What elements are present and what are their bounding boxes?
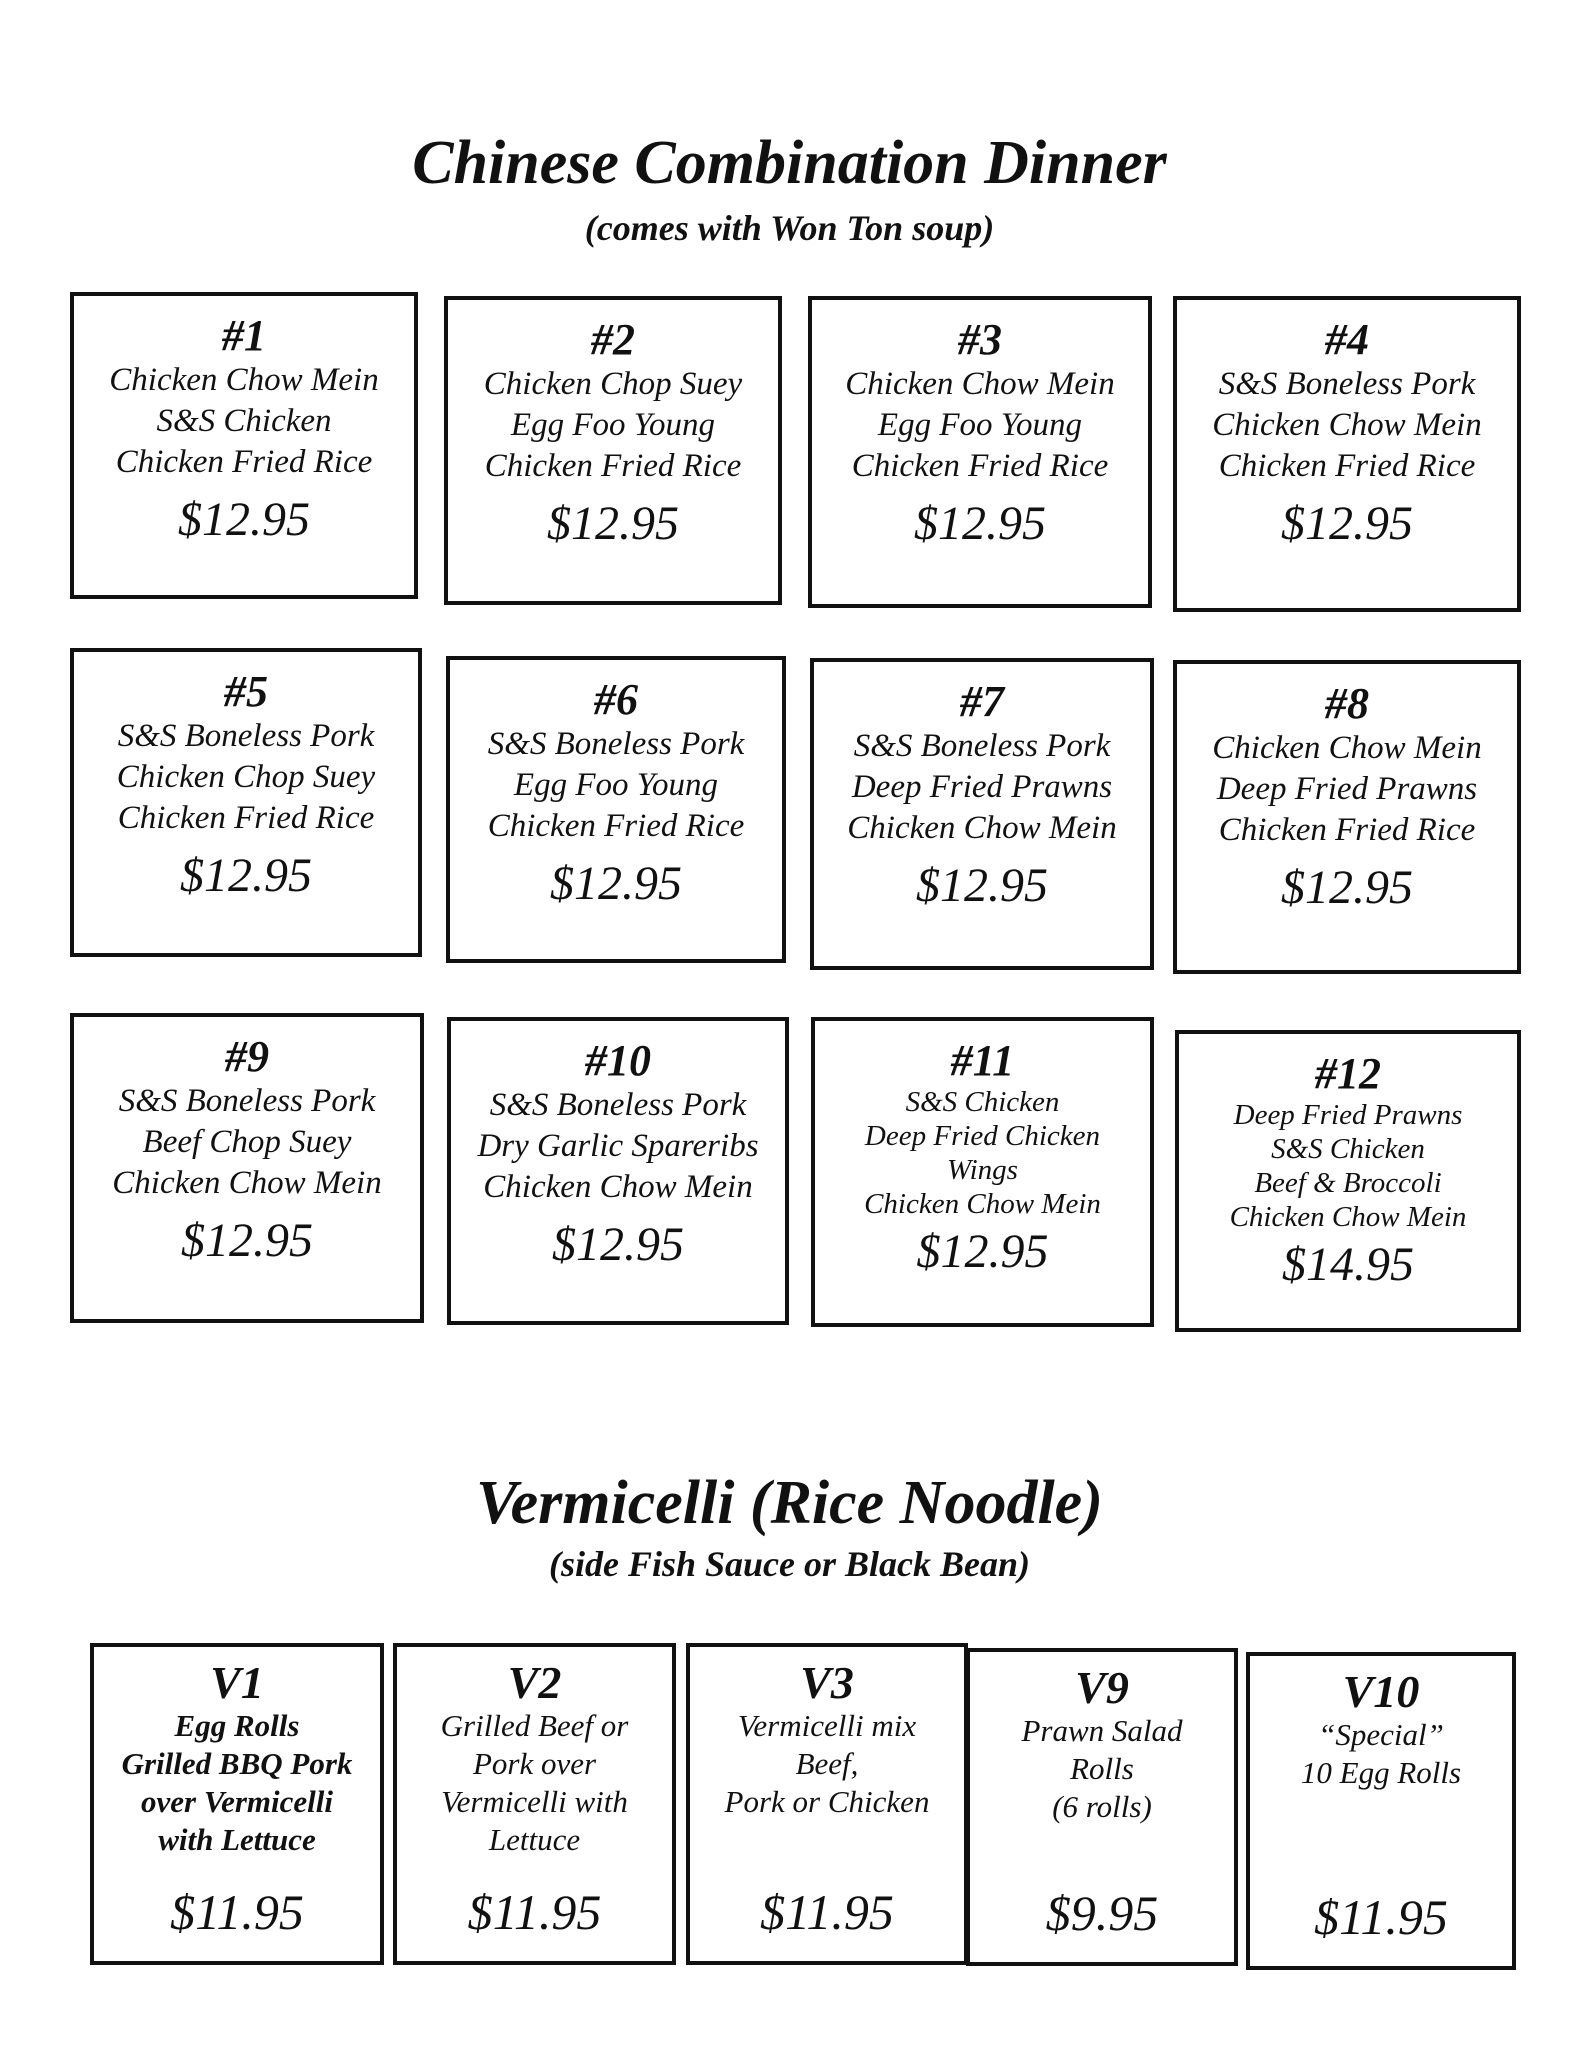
combo-item: Dry Garlic Spareribs xyxy=(477,1128,759,1164)
vermicelli-section-subtitle: (side Fish Sauce or Black Bean) xyxy=(548,1544,1031,1584)
vermicelli-item: Pork or Chicken xyxy=(724,1784,930,1819)
combo-item: Chicken Fried Rice xyxy=(1218,448,1476,484)
combo-card-2 xyxy=(444,296,782,605)
vermicelli-price: $11.95 xyxy=(1314,1889,1448,1945)
combo-number: #1 xyxy=(222,311,266,360)
vermicelli-item: Prawn Salad xyxy=(1021,1713,1183,1748)
vermicelli-number: V3 xyxy=(800,1657,854,1708)
combo-card-8 xyxy=(1173,660,1521,974)
combo-price: $12.95 xyxy=(178,493,310,546)
combo-card-3 xyxy=(808,296,1152,608)
combo-item: Egg Foo Young xyxy=(877,407,1083,443)
combo-price: $12.95 xyxy=(180,849,312,902)
combo-number: #6 xyxy=(594,675,638,724)
combo-item: Deep Fried Prawns xyxy=(851,769,1113,805)
combo-item: Egg Foo Young xyxy=(510,407,716,443)
vermicelli-card-v1 xyxy=(90,1643,384,1965)
combo-item: Chicken Chow Mein xyxy=(1229,1201,1467,1233)
combo-item: Chicken Chow Mein xyxy=(1212,730,1482,766)
combo-number: #8 xyxy=(1325,679,1369,728)
vermicelli-item: Egg Rolls xyxy=(174,1708,300,1743)
combo-item: Chicken Chop Suey xyxy=(116,759,376,795)
combo-card-9 xyxy=(70,1013,424,1323)
combo-card-1 xyxy=(70,292,418,599)
combo-item: Beef Chop Suey xyxy=(142,1124,352,1160)
combo-number: #5 xyxy=(224,667,268,716)
vermicelli-price: $9.95 xyxy=(1045,1885,1159,1941)
vermicelli-item: Grilled Beef or xyxy=(440,1708,629,1743)
combo-item: S&S Boneless Pork xyxy=(117,718,375,754)
combo-item: Deep Fried Chicken xyxy=(864,1120,1101,1152)
vermicelli-item: Beef, xyxy=(795,1746,859,1781)
vermicelli-item: Vermicelli mix xyxy=(737,1708,917,1743)
combo-number: #9 xyxy=(225,1032,269,1081)
vermicelli-item: 10 Egg Rolls xyxy=(1300,1755,1462,1790)
vermicelli-item: Pork over xyxy=(472,1746,597,1781)
vermicelli-item: “Special” xyxy=(1318,1717,1444,1752)
combo-item: Chicken Fried Rice xyxy=(851,448,1109,484)
combo-item: Chicken Chow Mein xyxy=(483,1169,753,1205)
combo-number: #12 xyxy=(1315,1049,1381,1098)
combo-section-title: Chinese Combination Dinner xyxy=(412,129,1167,197)
vermicelli-price: $11.95 xyxy=(760,1884,894,1940)
combo-card-10 xyxy=(447,1017,789,1325)
combo-price: $12.95 xyxy=(181,1214,313,1267)
vermicelli-item: Lettuce xyxy=(488,1822,581,1857)
combo-price: $12.95 xyxy=(914,497,1046,550)
combo-card-4 xyxy=(1173,296,1521,612)
combo-price: $12.95 xyxy=(1281,497,1413,550)
combo-item: Chicken Fried Rice xyxy=(484,448,742,484)
vermicelli-card-v9 xyxy=(966,1648,1238,1966)
combo-item: Chicken Fried Rice xyxy=(1218,812,1476,848)
combo-item: Chicken Chow Mein xyxy=(864,1188,1101,1220)
combo-item: Egg Foo Young xyxy=(513,767,719,803)
combo-card-5 xyxy=(70,648,422,957)
vermicelli-number: V10 xyxy=(1342,1666,1420,1717)
vermicelli-section-title: Vermicelli (Rice Noodle) xyxy=(476,1469,1103,1537)
combo-item: S&S Boneless Pork xyxy=(118,1083,376,1119)
combo-item: S&S Boneless Pork xyxy=(853,728,1111,764)
combo-item: Chicken Fried Rice xyxy=(115,444,373,480)
combo-item: Chicken Chow Mein xyxy=(845,366,1115,402)
combo-price: $12.95 xyxy=(1281,861,1413,914)
combo-number: #4 xyxy=(1325,315,1369,364)
combo-number: #7 xyxy=(960,677,1004,726)
combo-item: Chicken Fried Rice xyxy=(487,808,745,844)
vermicelli-item: with Lettuce xyxy=(158,1822,316,1857)
combo-item: Chicken Chow Mein xyxy=(109,362,379,398)
vermicelli-item: Vermicelli with xyxy=(441,1784,628,1819)
combo-number: #10 xyxy=(585,1036,651,1085)
combo-item: S&S Boneless Pork xyxy=(489,1087,747,1123)
combo-item: Chicken Fried Rice xyxy=(117,800,375,836)
combo-price: $12.95 xyxy=(916,1225,1049,1278)
vermicelli-number: V2 xyxy=(507,1657,562,1708)
vermicelli-item: (6 rolls) xyxy=(1052,1789,1152,1824)
combo-item: Deep Fried Prawns xyxy=(1216,771,1478,807)
combo-item: Wings xyxy=(947,1154,1018,1186)
combo-price: $14.95 xyxy=(1282,1238,1414,1291)
combo-item: Chicken Chow Mein xyxy=(847,810,1117,846)
combo-item: S&S Chicken xyxy=(156,403,332,439)
combo-number: #3 xyxy=(958,315,1002,364)
combo-item: S&S Boneless Pork xyxy=(487,726,745,762)
combo-item: Beef & Broccoli xyxy=(1254,1167,1442,1199)
vermicelli-item: over Vermicelli xyxy=(141,1784,333,1819)
vermicelli-price: $11.95 xyxy=(170,1884,304,1940)
combo-item: Chicken Chow Mein xyxy=(112,1165,382,1201)
vermicelli-card-v2 xyxy=(393,1643,676,1965)
combo-item: Chicken Chow Mein xyxy=(1212,407,1482,443)
combo-item: Deep Fried Prawns xyxy=(1233,1099,1463,1131)
combo-card-6 xyxy=(446,656,786,963)
vermicelli-card-v3 xyxy=(686,1643,968,1965)
combo-card-12 xyxy=(1175,1030,1521,1332)
combo-number: #2 xyxy=(591,315,635,364)
combo-section-subtitle: (comes with Won Ton soup) xyxy=(584,208,995,248)
vermicelli-card-v10 xyxy=(1246,1652,1516,1970)
vermicelli-number: V9 xyxy=(1075,1662,1129,1713)
combo-item: Chicken Chop Suey xyxy=(483,366,743,402)
combo-item: S&S Chicken xyxy=(1271,1133,1425,1165)
combo-card-11 xyxy=(811,1017,1154,1327)
vermicelli-price: $11.95 xyxy=(467,1884,602,1940)
vermicelli-number: V1 xyxy=(210,1657,264,1708)
combo-item: S&S Chicken xyxy=(905,1086,1060,1118)
combo-price: $12.95 xyxy=(550,857,682,910)
vermicelli-item: Grilled BBQ Pork xyxy=(121,1746,353,1781)
combo-item: S&S Boneless Pork xyxy=(1218,366,1476,402)
vermicelli-item: Rolls xyxy=(1070,1751,1134,1786)
combo-price: $12.95 xyxy=(552,1218,684,1271)
combo-price: $12.95 xyxy=(547,497,679,550)
combo-card-7 xyxy=(810,658,1154,970)
combo-price: $12.95 xyxy=(916,859,1048,912)
combo-number: #11 xyxy=(950,1036,1015,1085)
